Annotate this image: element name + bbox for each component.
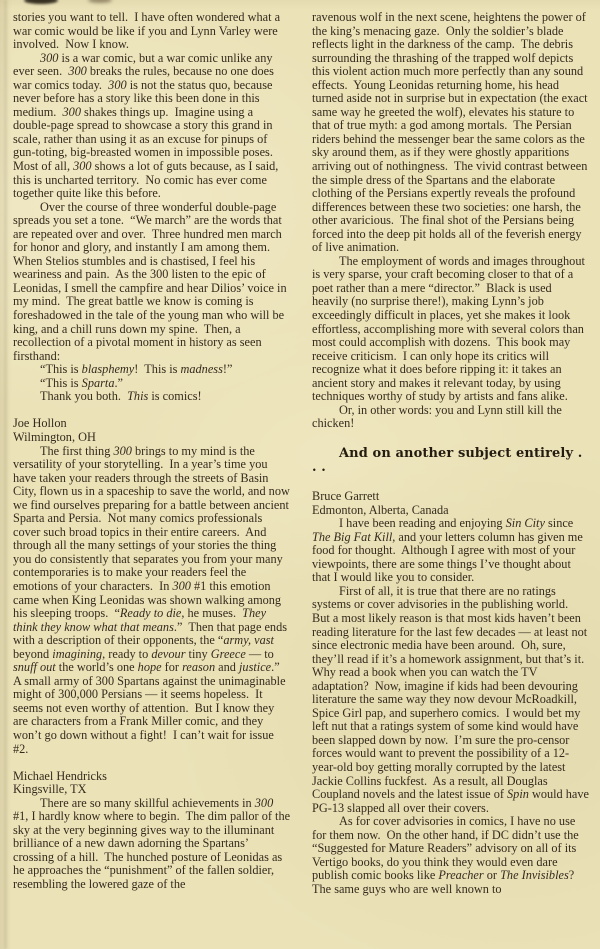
italic-run: reason [182, 660, 216, 675]
letter-paragraph: There are so many skillful achievements in 300 #1, I hardly know where to begin. The dim pallor of the sky at the very beginning gives way to the illuminant brilliance of a new dawn adorning the Spartans’ crossing of a hill. The hunched posture of Leonidas as he approaches the “punishment” of the fallen soldier, resembling the lowered gaze of the [13, 795, 294, 891]
right-column [312, 10, 593, 949]
letter-paragraph: stories you want to tell. I have often wondered what a war comic would be like if you and Lynn Varley were involved. Now I know. [13, 10, 284, 52]
italic-run: This [127, 389, 149, 404]
left-column [13, 10, 294, 949]
italic-run: snuff out [13, 660, 56, 675]
italic-run: blasphemy [81, 362, 135, 377]
letter-paragraph: First of all, it is true that there are no ratings systems or cover advisories in the publishing world. But a most likely reason is that most kids haven’t been reading literature for the last few decades — at least not since electronic media have been around. Oh, sure, they’ll read if it’s a homework assignment, but that’s it. Why read a book when you can watch the TV adaptation? Now, imagine if kids had been devouring literature the same way they now devour McRoadkill, Spice Girl pap, and superhero comics. I would bet my left nut that a ratings system of some kind would have been slapped down by now. I’m sure the pro-censor forces would want to prevent the possibility of a 12-year-old boy getting morally corrupted by the latest Jackie Collins fuckfest. As a result, all Douglas Coupland novels and the latest issue of Spin would have PG-13 slapped all over their covers. [312, 583, 593, 815]
italic-run: madness [180, 362, 223, 377]
italic-run: Greece [210, 646, 246, 661]
letter-paragraph: The first thing 300 brings to my mind is the versatility of your storytelling. In a year’s time you have taken your readers through the streets of Basin City, flown us in a spaceship to save the world, and now we find ourselves preparing for a battle between ancient Sparta and Persia. Not many comics professionals cover such broad topics in their entire careers. And through all the many settings of your stories the thing you do consistently that separates you from your many contemporaries is to make your readers feel the emotions of your characters. In 300 #1 this emotion came when King Leonidas was shown walking among his sleeping troops. “Ready to die, he muses. They think they know what that means.” Then that page ends with a description of their opponents, the “army, vast beyond imagining, ready to devour tiny Greece — to snuff out the world’s one hope for reason and justice.” A small army of 300 Spartans against the unimaginable might of 300,000 Persians — it seems hopeless. It seems not even worthy of attention. But I know they are characters from a Frank Miller comic, and they won’t go down without a fight! I can’t wait for issue #2. [13, 443, 293, 756]
quote-line: “This is Sparta.” [40, 375, 124, 390]
signature-line: Joe Hollon [13, 416, 67, 431]
scan-artifact-mark [24, 0, 58, 4]
letter-paragraph: As for cover advisories in comics, I have no use for them now. On the other hand, if DC didn’t use the “Suggested for Mature Readers” advisory on all of its Vertigo books, do you think they would even dare publish comic books like Preacher or The Invisibles? The same guys who are well known to [312, 814, 582, 896]
letter-signature [312, 490, 590, 517]
italic-run: 300 [62, 104, 81, 119]
italic-run: imagining [52, 646, 103, 661]
italic-run: 300 [108, 77, 127, 92]
italic-run: They think they know what that means [13, 606, 270, 634]
italic-run: justice [239, 660, 272, 675]
italic-run: Spin [507, 787, 529, 802]
signature-line: Kingsville, TX [13, 782, 87, 797]
italic-run: 300 [172, 578, 191, 593]
italic-run: 300 [73, 159, 92, 174]
quote-line: “This is blasphemy! This is madness!” [40, 362, 233, 377]
italic-run: The Invisibles [500, 868, 569, 883]
letter-signature [13, 417, 291, 444]
letter-paragraph: Or, in other words: you and Lynn still kill the chicken! [312, 402, 565, 431]
signature-line: Michael Hendricks [13, 768, 107, 783]
letter-signature [13, 770, 291, 797]
letter-paragraph: ravenous wolf in the next scene, heightens the power of the king’s menacing gaze. Only the soldier’s blade reflects light in the darkness of the camp. The debris surrounding the thrashing of the trapped wolf depicts this violent action much more perfectly than any sound effects. Young Leonidas returning home, his head turned aside not in surprise but in expectation (the exact same way he greeted the wolf), elevates his stature to that of true myth: a god among mortals. The Persian riders behind the messenger bear the same colors as the sky around them, as if they were ghostly apparitions arriving out of nothingness. The vivid contrast between the simple dress of the Spartans and the elaborate clothing of the Persians expertly reveals the profound differences between these two societies: one harsh, the other avaricious. The final shot of the Persians being forced into the deep pit holds all of the feverish energy of live animation. [312, 10, 591, 255]
letter-paragraph: I have been reading and enjoying Sin City since The Big Fat Kill, and your letters column has given me food for thought. Although I agree with most of your viewpoints, there are some things I’ve thought about that I would like you to consider. [312, 516, 586, 585]
italic-run: Sparta [81, 375, 115, 390]
italic-run: 300 [40, 50, 59, 65]
signature-line: Bruce Garrett [312, 489, 380, 504]
italic-run: Ready to die [119, 606, 182, 621]
italic-run: 300 [113, 443, 132, 458]
italic-run: Sin City [505, 516, 545, 531]
italic-run: hope [137, 660, 162, 675]
scan-edge-shadow [4, 0, 7, 949]
italic-run: 300 [254, 795, 274, 810]
italic-run: Preacher [438, 868, 484, 883]
italic-run: devour [151, 646, 186, 661]
italic-run: The Big Fat Kill [312, 529, 393, 544]
letter-paragraph: 300 is a war comic, but a war comic unlike any ever seen. 300 breaks the rules, because no one does war comics today. 300 is not the status quo, because never before has a story like this been done in this medium. 300 shakes things up. Imagine using a double-page spread to showcase a story this grand in scale, rather than using it as an excuse for pinups of gun-toting, big-breasted women in impossible poses. Most of all, 300 shows a lot of guts because, as I said, this is uncharted territory. No comic has ever come together quite like this before. [13, 50, 282, 201]
section-heading: And on another subject entirely . . . [312, 445, 588, 475]
scan-artifact-smudge [88, 0, 112, 3]
signature-line: Edmonton, Alberta, Canada [312, 502, 449, 517]
letter-paragraph: Over the course of three wonderful double-page spreads you set a tone. “We march” are the words that are repeated over and over. Three hundred men march for honor and glory, and instantly I am among them. When Stelios stumbles and is chastised, I feel his weariness and pain. As the 300 listen to the epic of Leonidas, I smell the campfire and hear Dilios’ voice in my mind. The great battle we know is coming is foreshadowed in the tale of the young man who will be king, and a chill runs down my spine. Then, a recollection of a pivotal moment in history as seen firsthand: [13, 199, 290, 363]
italic-run: 300 [68, 64, 87, 79]
signature-line: Wilmington, OH [13, 429, 96, 444]
quote-line: Thank you both. This is comics! [40, 389, 202, 404]
letter-paragraph: The employment of words and images throughout is very sparse, your craft becoming closer to that of a poet rather than a mere “director.” Black is used heavily (no surprise there!), making Lynn’s job exceedingly difficult in places, yet she makes it look effortless, accomplishing more with several colors than most could accomplish with dozens. This book may receive criticism. I can only hope its critics will recognize what it does before ripping it: it takes an ancient story and makes it relevant today, by using techniques worthy of study by artists and fans alike. [312, 253, 588, 404]
italic-run: army, vast [223, 633, 274, 648]
